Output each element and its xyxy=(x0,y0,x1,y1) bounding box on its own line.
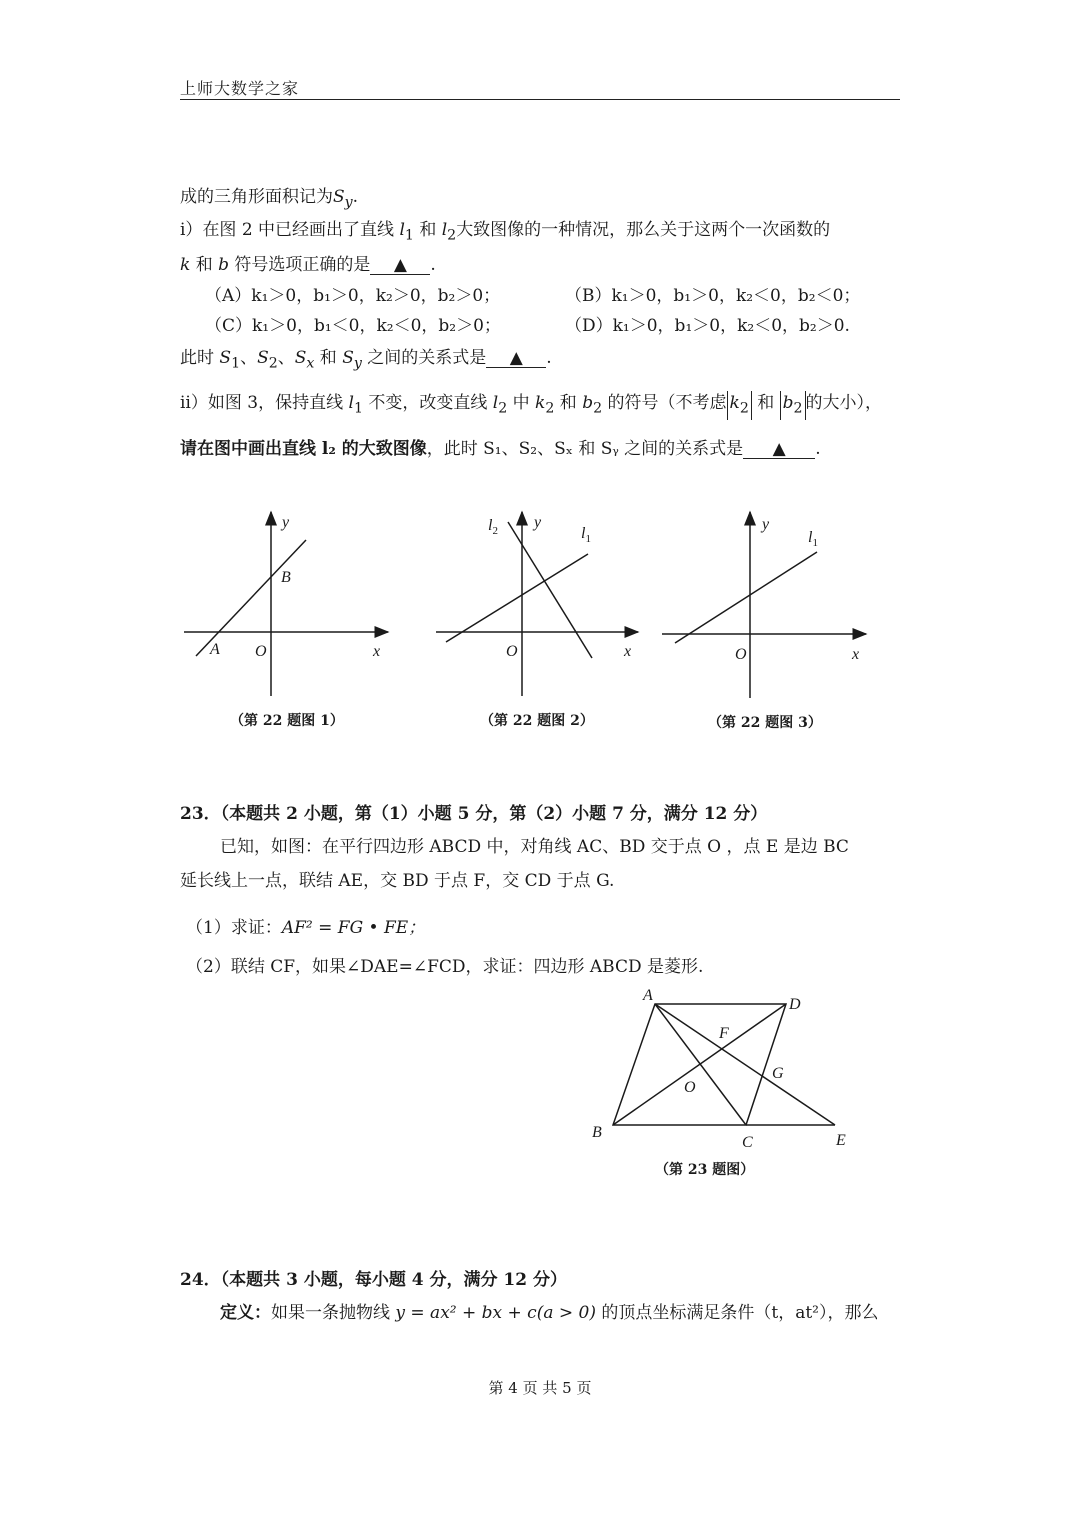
q23-given-line1: 已知，如图：在平行四边形 ABCD 中，对角线 AC、BD 交于点 O ，点 E 是边 BC xyxy=(220,837,849,857)
line-l2 xyxy=(508,522,592,658)
point-g: G xyxy=(772,1065,784,1082)
q22-part-i-relation: 此时 $S_1$、$S_2$、$S_x$ 和 $S_y$ 之间的关系式是 ▲ . xyxy=(180,348,552,372)
option-a: （A）k₁＞0，b₁＞0，k₂＞0，b₂＞0； xyxy=(205,286,501,306)
label-y: y xyxy=(282,514,290,531)
answer-blank: ▲ xyxy=(743,440,815,459)
label-a: A xyxy=(210,641,220,658)
segment-ae xyxy=(655,1004,835,1125)
label-l1: $l_1$ xyxy=(808,529,818,549)
q24-definition: 定义：如果一条抛物线 y = ax² + bx + c(a > 0) 的顶点坐标满足条件（t，at²），那么 xyxy=(220,1303,879,1323)
header-rule xyxy=(180,99,900,100)
q22-part-ii-line1: ⅱ）如图 3，保持直线 $l_1$ 不变，改变直线 $l_2$ 中 $k_2$ 和 $b_2$ 的符号（不考虑 $k_2$ 和 $b_2$ 的大小）， xyxy=(180,391,882,420)
answer-blank: ▲ xyxy=(370,256,430,275)
diagonal-bd xyxy=(613,1004,786,1125)
line-l1 xyxy=(675,552,817,643)
figure-3-caption: （第 22 题图 3） xyxy=(708,715,822,731)
figure-1-caption: （第 22 题图 1） xyxy=(230,713,344,729)
label-l2: $l_2$ xyxy=(488,517,498,537)
option-b: （B）k₁＞0，b₁＞0，k₂＜0，b₂＜0； xyxy=(565,286,861,306)
q23-heading: 23．（本题共 2 小题，第（1）小题 5 分，第（2）小题 7 分，满分 12 分） xyxy=(180,804,768,824)
header-title: 上师大数学之家 xyxy=(180,79,300,98)
option-d: （D）k₁＞0，b₁＞0，k₂＜0，b₂＞0. xyxy=(565,316,850,336)
figure-1 xyxy=(184,512,388,696)
q24-heading: 24．（本题共 3 小题，每小题 4 分，满分 12 分） xyxy=(180,1270,567,1290)
q22-part-i-line1: ⅰ）在图 2 中已经画出了直线 $l_1$ 和 $l_2$大致图像的一种情况，那么关于这两个一次函数的 xyxy=(180,220,831,244)
label-o: O xyxy=(506,643,518,660)
label-x: x xyxy=(373,643,381,660)
q23-part2: （2）联结 CF，如果∠DAE=∠FCD，求证：四边形 ABCD 是菱形. xyxy=(186,957,704,977)
point-a: A xyxy=(643,987,653,1004)
q22-figures xyxy=(170,500,890,710)
q22-part-i-line2: k 和 b 符号选项正确的是 ▲ . xyxy=(180,255,436,275)
figure-3 xyxy=(662,512,866,698)
point-e: E xyxy=(836,1132,846,1149)
q22-intro-line: 成的三角形面积记为$S_y$. xyxy=(180,187,359,211)
option-c: （C）k₁＞0，b₁＜0，k₂＜0，b₂＞0； xyxy=(205,316,501,336)
q23-given-line2: 延长线上一点，联结 AE，交 BD 于点 F，交 CD 于点 G. xyxy=(180,871,615,891)
figure-2-caption: （第 22 题图 2） xyxy=(480,713,594,729)
q23-figure xyxy=(580,982,870,1157)
label-o: O xyxy=(255,643,267,660)
label-y: y xyxy=(534,514,542,531)
label-o: O xyxy=(735,646,747,663)
q22-part-ii-line2: 请在图中画出直线 l₂ 的大致图像，此时 S₁、S₂、Sₓ 和 Sᵧ 之间的关系式是 ▲ . xyxy=(180,439,821,459)
figure-2 xyxy=(436,512,638,696)
point-c: C xyxy=(742,1134,753,1151)
page-number: 第 4 页 共 5 页 xyxy=(488,1379,592,1397)
label-x: x xyxy=(852,646,860,663)
point-o: O xyxy=(684,1079,696,1096)
point-d: D xyxy=(789,996,801,1013)
line-l1 xyxy=(446,554,588,642)
point-f: F xyxy=(719,1025,729,1042)
q23-part1: （1）求证：AF² = FG • FE； xyxy=(186,918,426,938)
point-b: B xyxy=(592,1124,602,1141)
q23-figure-caption: （第 23 题图） xyxy=(655,1162,755,1178)
label-y: y xyxy=(762,516,770,533)
label-l1: $l_1$ xyxy=(581,525,591,545)
answer-blank: ▲ xyxy=(486,349,546,368)
label-x: x xyxy=(624,643,632,660)
label-b: B xyxy=(281,569,291,586)
line-ab xyxy=(196,540,306,656)
